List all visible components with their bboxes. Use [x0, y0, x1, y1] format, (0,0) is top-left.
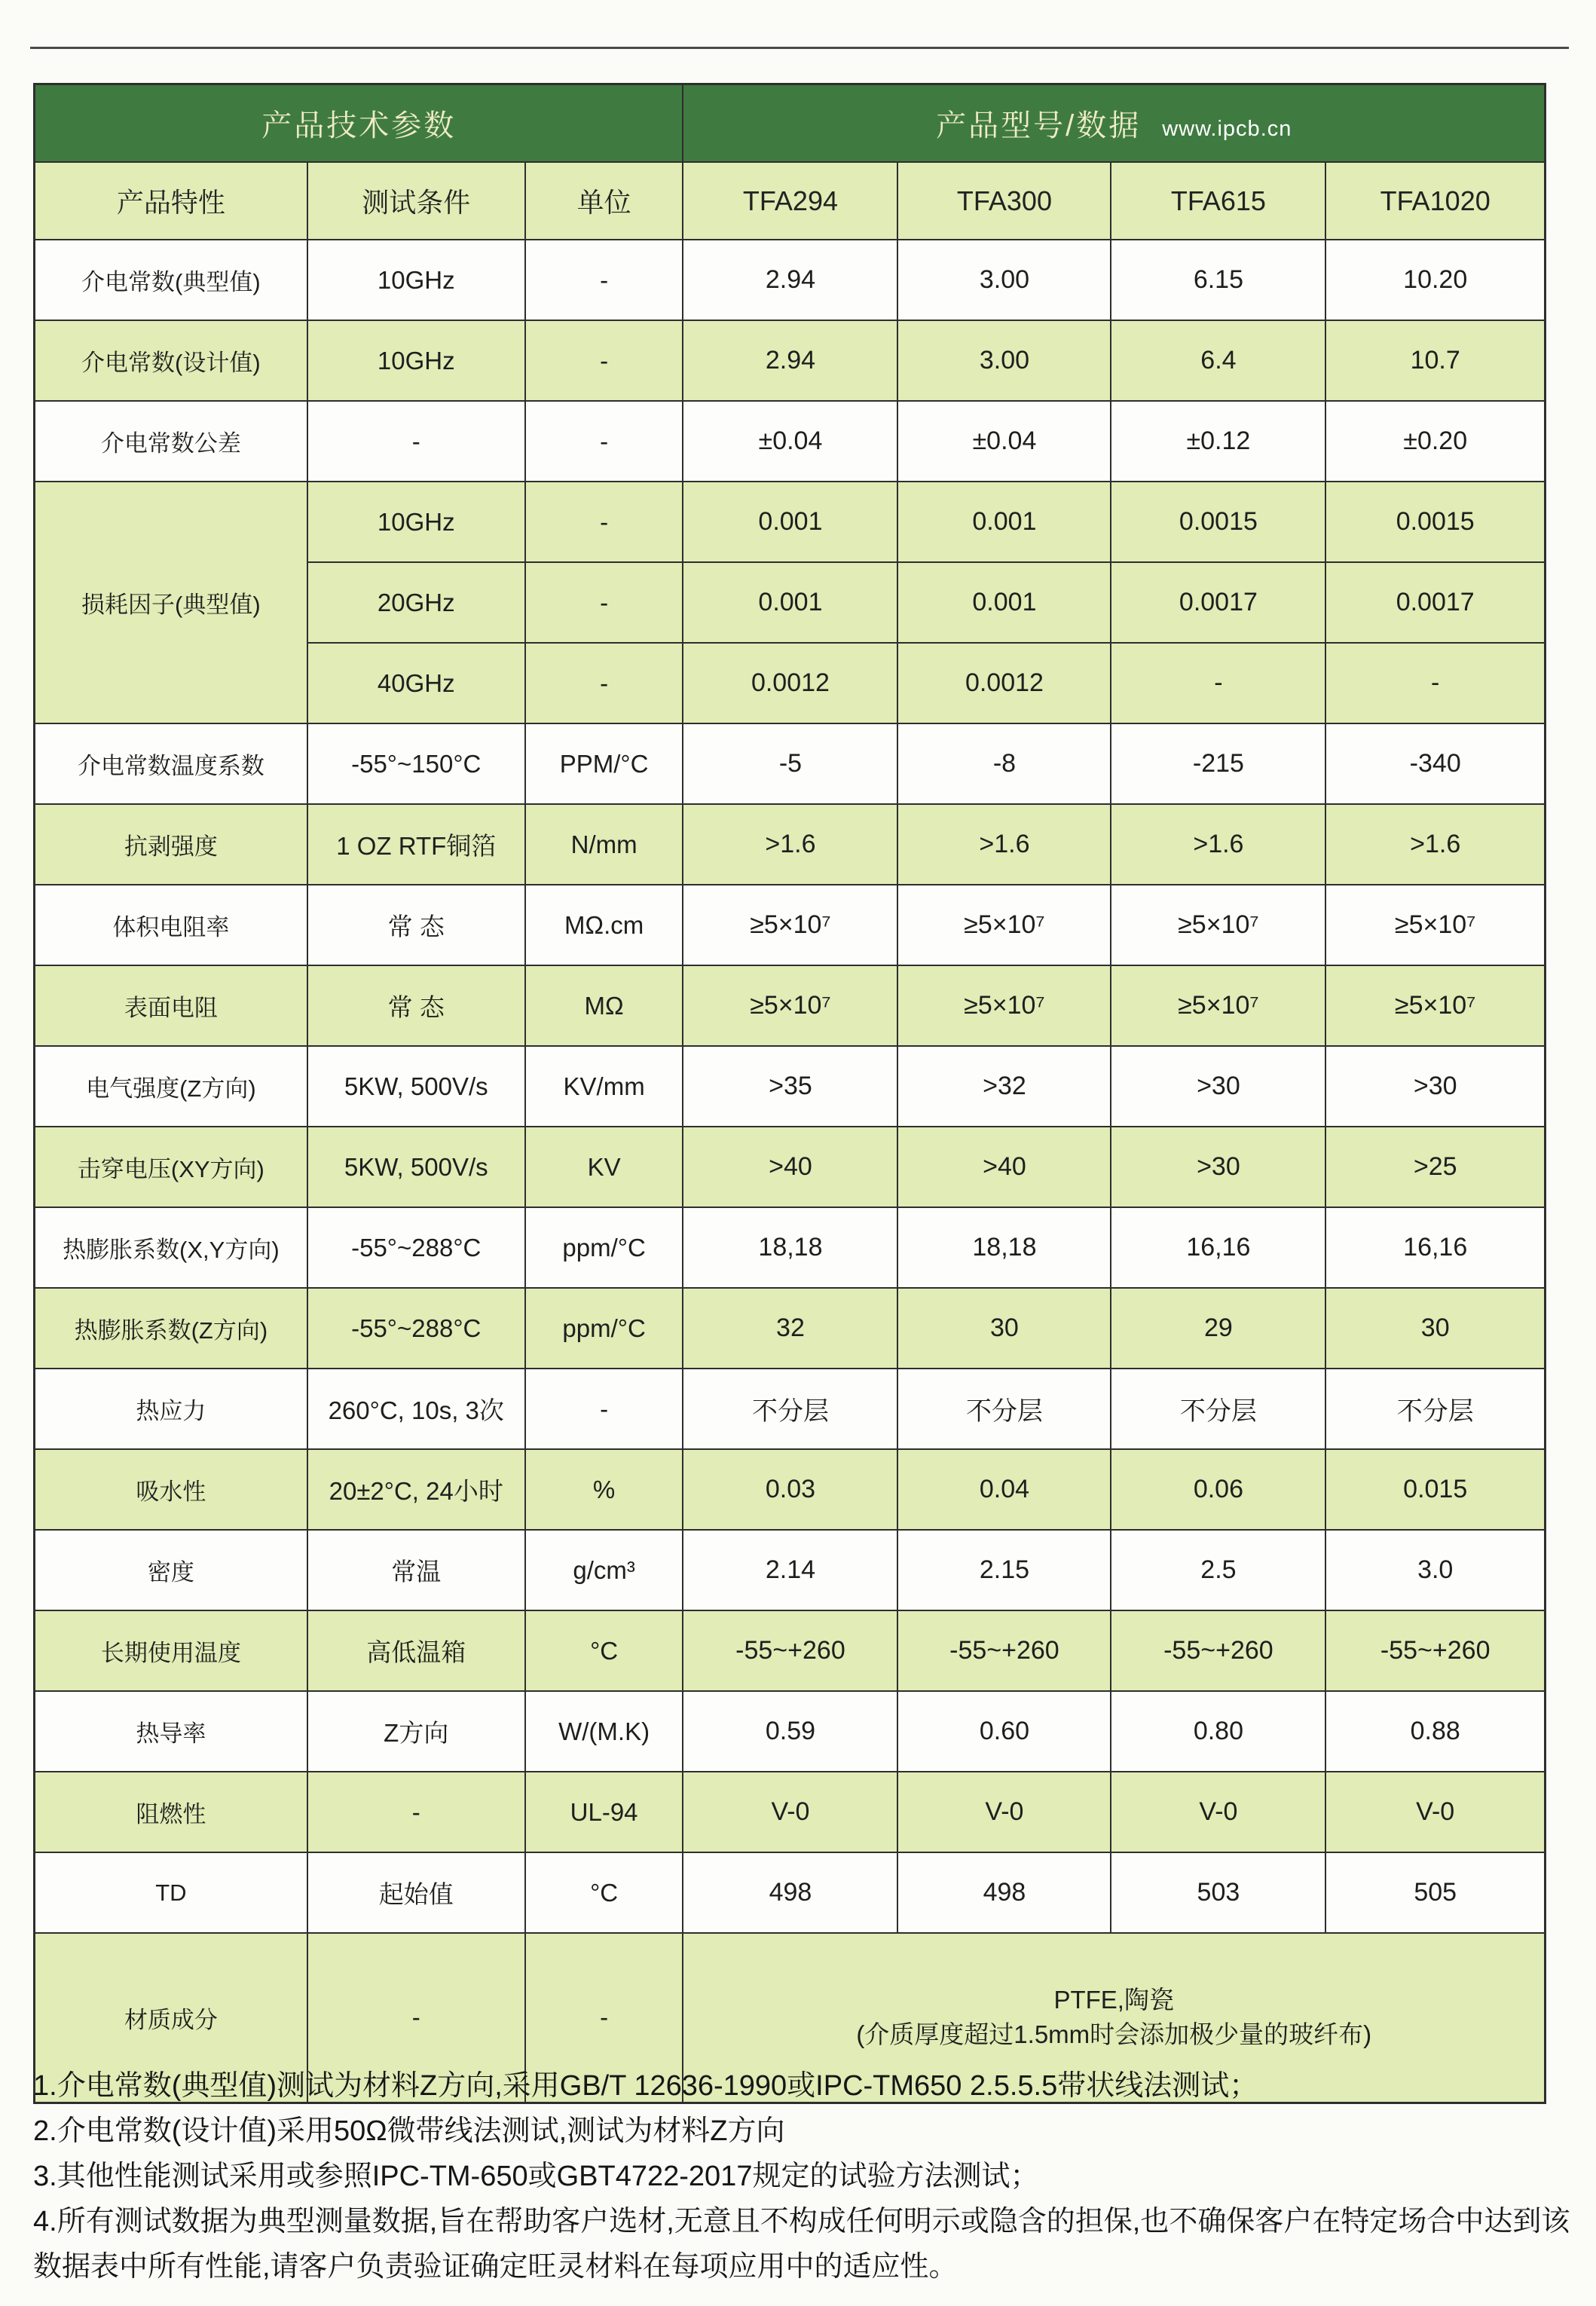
cell-value: 0.0012 [683, 643, 897, 723]
row-label: 材质成分 [35, 1933, 307, 2103]
cell-value: >32 [897, 1046, 1111, 1127]
cell-unit: - [525, 562, 683, 643]
cell-condition: 10GHz [307, 320, 525, 401]
cell-condition: 260°C, 10s, 3次 [307, 1369, 525, 1449]
cell-value: -55~+260 [683, 1610, 897, 1691]
table-row [35, 1369, 1546, 1449]
table-title-left: 产品技术参数 [35, 84, 683, 163]
row-label: 热膨胀系数(X,Y方向) [35, 1207, 307, 1288]
cell-value: 0.0017 [1325, 562, 1545, 643]
cell-value: - [1111, 643, 1325, 723]
cell-unit: KV/mm [525, 1046, 683, 1127]
cell-value: 0.80 [1111, 1691, 1325, 1772]
cell-unit: KV [525, 1127, 683, 1207]
cell-value: 29 [1111, 1288, 1325, 1369]
cell-value: 不分层 [1111, 1369, 1325, 1449]
cell-value: >1.6 [683, 804, 897, 885]
cell-unit: - [525, 1369, 683, 1449]
cell-condition: 20±2°C, 24小时 [307, 1449, 525, 1530]
material-line-2: (介质厚度超过1.5mm时会添加极少量的玻纤布) [856, 2020, 1372, 2049]
row-label: 击穿电压(XY方向) [35, 1127, 307, 1207]
row-label: 热应力 [35, 1369, 307, 1449]
row-label: 体积电阻率 [35, 885, 307, 965]
table-row [35, 1207, 1546, 1288]
cell-value: 0.59 [683, 1691, 897, 1772]
cell-value: 16,16 [1325, 1207, 1545, 1288]
cell-condition: 5KW, 500V/s [307, 1127, 525, 1207]
footnote-4: 4.所有测试数据为典型测量数据,旨在帮助客户选材,无意且不构成任何明示或隐含的担保,也不确保客户在特定场合中达到该数据表中所有性能,请客户负责验证确定旺灵材料在每项应用中的适应性。 [33, 2206, 1570, 2283]
cell-value: 498 [683, 1852, 897, 1933]
cell-value: 不分层 [1325, 1369, 1545, 1449]
cell-unit: ppm/°C [525, 1207, 683, 1288]
cell-value: 0.03 [683, 1449, 897, 1530]
cell-value: 6.15 [1111, 240, 1325, 320]
table-row [35, 885, 1546, 965]
cell-condition: - [307, 1772, 525, 1852]
cell-value: V-0 [683, 1772, 897, 1852]
cell-value: 498 [897, 1852, 1111, 1933]
cell-condition: 常 态 [307, 885, 525, 965]
row-label: 介电常数温度系数 [35, 723, 307, 804]
cell-unit: g/cm³ [525, 1530, 683, 1610]
cell-unit: N/mm [525, 804, 683, 885]
cell-value: >35 [683, 1046, 897, 1127]
cell-condition: 常 态 [307, 965, 525, 1046]
cell-condition: 20GHz [307, 562, 525, 643]
column-header-product: TFA294 [683, 162, 897, 240]
cell-unit: °C [525, 1852, 683, 1933]
cell-condition: - [307, 1933, 525, 2103]
cell-value: 0.0017 [1111, 562, 1325, 643]
table-title-band [35, 84, 1546, 163]
cell-value: 2.15 [897, 1530, 1111, 1610]
cell-value: 3.00 [897, 320, 1111, 401]
table-row [35, 1610, 1546, 1691]
cell-unit: - [525, 1933, 683, 2103]
row-label: TD [35, 1852, 307, 1933]
cell-value: - [1325, 643, 1545, 723]
cell-value: 2.94 [683, 320, 897, 401]
cell-value: 30 [1325, 1288, 1545, 1369]
cell-condition: -55°~288°C [307, 1207, 525, 1288]
cell-value: >1.6 [897, 804, 1111, 885]
row-label: 介电常数公差 [35, 401, 307, 482]
row-label: 损耗因子(典型值) [35, 482, 307, 723]
table-row [35, 482, 1546, 562]
cell-value: V-0 [897, 1772, 1111, 1852]
footnote-2: 2.介电常数(设计值)采用50Ω微带线法测试,测试为材料Z方向 [33, 2115, 785, 2147]
cell-value: 0.001 [683, 562, 897, 643]
cell-value: 不分层 [683, 1369, 897, 1449]
table-row [35, 401, 1546, 482]
row-label: 吸水性 [35, 1449, 307, 1530]
cell-value: 10.7 [1325, 320, 1545, 401]
table-row [35, 1852, 1546, 1933]
table-row [35, 723, 1546, 804]
table-row [35, 320, 1546, 401]
cell-value: -8 [897, 723, 1111, 804]
table-row [35, 1046, 1546, 1127]
row-label: 介电常数(设计值) [35, 320, 307, 401]
website-text: www.ipcb.cn [1162, 117, 1292, 141]
table-row [35, 804, 1546, 885]
column-header-unit: 单位 [525, 162, 683, 240]
cell-value: >30 [1111, 1046, 1325, 1127]
cell-value: ±0.12 [1111, 401, 1325, 482]
table-row [35, 965, 1546, 1046]
cell-value: 0.015 [1325, 1449, 1545, 1530]
table-row [35, 240, 1546, 320]
cell-value: 2.5 [1111, 1530, 1325, 1610]
row-label: 阻燃性 [35, 1772, 307, 1852]
cell-value: 3.00 [897, 240, 1111, 320]
cell-value: -5 [683, 723, 897, 804]
row-label: 热导率 [35, 1691, 307, 1772]
cell-value: 0.06 [1111, 1449, 1325, 1530]
cell-unit: PPM/°C [525, 723, 683, 804]
table-row [35, 1288, 1546, 1369]
cell-condition: 1 OZ RTF铜箔 [307, 804, 525, 885]
cell-value: -55~+260 [1325, 1610, 1545, 1691]
cell-value: V-0 [1325, 1772, 1545, 1852]
cell-condition: -55°~150°C [307, 723, 525, 804]
cell-value: -215 [1111, 723, 1325, 804]
cell-unit: - [525, 240, 683, 320]
cell-value: -55~+260 [897, 1610, 1111, 1691]
spec-table [33, 83, 1546, 2104]
cell-unit: % [525, 1449, 683, 1530]
row-label: 热膨胀系数(Z方向) [35, 1288, 307, 1369]
cell-value: ±0.20 [1325, 401, 1545, 482]
table-row [35, 1127, 1546, 1207]
cell-condition: 10GHz [307, 482, 525, 562]
top-divider [30, 47, 1569, 49]
cell-condition: Z方向 [307, 1691, 525, 1772]
cell-value: 18,18 [897, 1207, 1111, 1288]
cell-value: 2.94 [683, 240, 897, 320]
cell-value: 0.88 [1325, 1691, 1545, 1772]
cell-value: ±0.04 [683, 401, 897, 482]
cell-unit: MΩ.cm [525, 885, 683, 965]
cell-unit: UL-94 [525, 1772, 683, 1852]
cell-value: >30 [1111, 1127, 1325, 1207]
column-header-row [35, 162, 1546, 240]
column-header-product: TFA615 [1111, 162, 1325, 240]
cell-condition: -55°~288°C [307, 1288, 525, 1369]
material-line-1: PTFE,陶瓷 [1053, 1986, 1174, 2014]
cell-condition: 10GHz [307, 240, 525, 320]
cell-value: >1.6 [1111, 804, 1325, 885]
cell-condition: - [307, 401, 525, 482]
cell-value: -55~+260 [1111, 1610, 1325, 1691]
column-header-condition: 测试条件 [307, 162, 525, 240]
cell-value: >40 [683, 1127, 897, 1207]
cell-value: >1.6 [1325, 804, 1545, 885]
cell-value: 6.4 [1111, 320, 1325, 401]
cell-unit: °C [525, 1610, 683, 1691]
row-label: 密度 [35, 1530, 307, 1610]
cell-unit: W/(M.K) [525, 1691, 683, 1772]
footnotes [33, 2063, 1570, 2289]
cell-value: 16,16 [1111, 1207, 1325, 1288]
cell-value: ≥5×10⁷ [683, 965, 897, 1046]
cell-condition: 起始值 [307, 1852, 525, 1933]
cell-value: 0.001 [897, 482, 1111, 562]
cell-value: ≥5×10⁷ [683, 885, 897, 965]
cell-value: 0.04 [897, 1449, 1111, 1530]
row-label: 表面电阻 [35, 965, 307, 1046]
column-header-product: TFA300 [897, 162, 1111, 240]
cell-value: >40 [897, 1127, 1111, 1207]
cell-value: 0.001 [683, 482, 897, 562]
column-header-feature: 产品特性 [35, 162, 307, 240]
cell-value: 0.0012 [897, 643, 1111, 723]
cell-value: ±0.04 [897, 401, 1111, 482]
cell-value: ≥5×10⁷ [1325, 965, 1545, 1046]
cell-unit: - [525, 401, 683, 482]
column-header-product: TFA1020 [1325, 162, 1545, 240]
cell-value: ≥5×10⁷ [897, 885, 1111, 965]
cell-condition: 常温 [307, 1530, 525, 1610]
cell-value: 2.14 [683, 1530, 897, 1610]
cell-unit: MΩ [525, 965, 683, 1046]
table-row [35, 1772, 1546, 1852]
row-label: 抗剥强度 [35, 804, 307, 885]
cell-condition: 40GHz [307, 643, 525, 723]
cell-value: >30 [1325, 1046, 1545, 1127]
cell-unit: - [525, 320, 683, 401]
cell-value: 10.20 [1325, 240, 1545, 320]
cell-value: 30 [897, 1288, 1111, 1369]
cell-value: ≥5×10⁷ [897, 965, 1111, 1046]
cell-value: >25 [1325, 1127, 1545, 1207]
cell-value: -340 [1325, 723, 1545, 804]
cell-condition: 5KW, 500V/s [307, 1046, 525, 1127]
footnote-3: 3.其他性能测试采用或参照IPC-TM-650或GBT4722-2017规定的试验方法测试； [33, 2161, 1039, 2192]
cell-value: 0.60 [897, 1691, 1111, 1772]
row-label: 介电常数(典型值) [35, 240, 307, 320]
cell-value: 505 [1325, 1852, 1545, 1933]
cell-value: ≥5×10⁷ [1111, 885, 1325, 965]
cell-value: 503 [1111, 1852, 1325, 1933]
cell-value: V-0 [1111, 1772, 1325, 1852]
cell-value: ≥5×10⁷ [1325, 885, 1545, 965]
table-row [35, 1691, 1546, 1772]
row-label: 长期使用温度 [35, 1610, 307, 1691]
cell-unit: ppm/°C [525, 1288, 683, 1369]
footnote-1: 1.介电常数(典型值)测试为材料Z方向,采用GB/T 12636-1990或IPC-TM650 2.5.5.5带状线法测试； [33, 2070, 1258, 2102]
cell-value: 0.0015 [1111, 482, 1325, 562]
table-row [35, 1449, 1546, 1530]
cell-value: 0.001 [897, 562, 1111, 643]
table-row [35, 1530, 1546, 1610]
cell-value: 18,18 [683, 1207, 897, 1288]
cell-value: 不分层 [897, 1369, 1111, 1449]
cell-value: ≥5×10⁷ [1111, 965, 1325, 1046]
table-title-right [683, 84, 1545, 163]
cell-value: 32 [683, 1288, 897, 1369]
cell-value: 3.0 [1325, 1530, 1545, 1610]
cell-unit: - [525, 643, 683, 723]
cell-unit: - [525, 482, 683, 562]
cell-value: 0.0015 [1325, 482, 1545, 562]
table-title-right-label: 产品型号/数据 [936, 109, 1142, 142]
row-label: 电气强度(Z方向) [35, 1046, 307, 1127]
cell-condition: 高低温箱 [307, 1610, 525, 1691]
